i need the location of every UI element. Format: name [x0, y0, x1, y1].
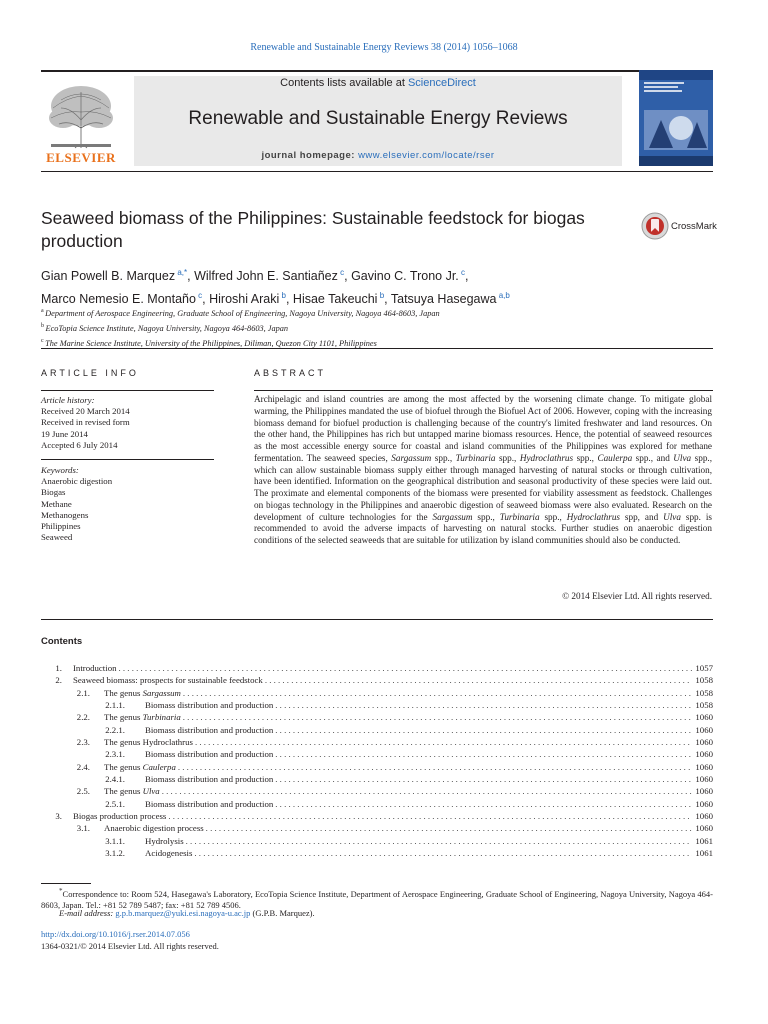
toc-leader-dots — [275, 699, 692, 711]
keyword-item: Biogas — [41, 487, 66, 498]
author-list: Gian Powell B. Marquez $^{a,*}$, Wilfred John E. Santiañez $^c$, Gavino C. Trono Jr. $^c$, Marco Nemesio E. Montaño $^c$, Hiroshi Araki $^b$, Hisae Takeuchi $^b$, Tatsuya Hasegawa $^{a,b}$ — [41, 268, 510, 307]
author-affiliation-mark[interactable]: c — [337, 268, 345, 277]
keyword-item: Seaweed — [41, 532, 73, 543]
article-history — [41, 395, 216, 451]
toc-title[interactable]: Anaerobic digestion process — [104, 823, 204, 834]
toc-title[interactable]: Biogas production process — [73, 811, 167, 822]
author-affiliation-mark[interactable]: c — [195, 291, 203, 301]
toc-entry[interactable] — [41, 736, 713, 748]
footnote-rule — [41, 883, 91, 884]
doi-link[interactable]: http://dx.doi.org/10.1016/j.rser.2014.07.056 — [41, 929, 190, 939]
email-suffix: (G.P.B. Marquez). — [250, 908, 315, 918]
contents-heading: Contents — [41, 636, 83, 647]
toc-page-number[interactable]: 1058 — [695, 687, 713, 698]
author-affiliation-mark[interactable]: b — [377, 291, 385, 301]
journal-cover-image[interactable] — [639, 70, 713, 166]
history-label: Article history: — [41, 395, 95, 405]
keyword-item: Anaerobic digestion — [41, 476, 113, 487]
section-rule — [41, 348, 713, 349]
article-title: Seaweed biomass of the Philippines: Sustainable feedstock for biogas production — [41, 208, 585, 251]
toc-title[interactable]: Biomass distribution and production — [145, 749, 274, 760]
toc-page-number[interactable]: 1057 — [695, 663, 713, 673]
toc-page-number[interactable]: 1060 — [695, 749, 713, 760]
toc-leader-dots — [168, 810, 692, 822]
homepage-url-link[interactable]: www.elsevier.com/locate/rser — [358, 150, 495, 161]
homepage-label: journal homepage: — [261, 150, 359, 161]
toc-title[interactable]: Biomass distribution and production — [145, 700, 274, 711]
journal-homepage-line — [134, 150, 622, 161]
abstract-text: Archipelagic and island countries are among the most affected by the worsening climate change. To mitigate global warming, the Philippines mandated the use of biofuel through the Biofuel Act of 2006. However, coping with the increasing biomass demand for biofuel production is challenging because of the country's limited freshwater and land resources. On the other hand, the Philippines has rich but untapped marine biomass resources. Hence, the potential of seaweed resources as the most accessible energy source for coastal and island communities of the Philippines was explored for methane fermentation. The seaweed species, Sargassum spp., Turbinaria spp., Hydroclathrus spp., Caulerpa spp., and Ulva spp., which can allow sustainable biomass supply either through managed harvesting of natural stocks or through cultivation, have been identified. Information on the geographical distribution and seasonal productivity of these species were laid out. The proximate and elemental components of the biomass were presented for viability assessment as feedstock. Challenges on biogas technology in the Philippines and anaerobic digestion of seaweed biomass were also evaluated. Research on the development of culture technologies for the Sargassum spp., Turbinaria spp., Hydroclathrus spp, and Ulva spp. is recommended to avoid the adverse impacts of harvesting on natural stocks. Further studies on anaerobic digestion conditions of the selected seaweeds that are suitable for utilization by island communities should also be conducted. — [254, 394, 713, 545]
affiliation-mark: a — [41, 308, 46, 314]
author-name[interactable]: Gavino C. Trono Jr. — [351, 269, 459, 284]
toc-entry[interactable] — [41, 798, 713, 810]
toc-title[interactable]: Biomass distribution and production — [145, 724, 274, 735]
toc-page-number[interactable]: 1060 — [695, 774, 713, 785]
toc-title[interactable]: Acidogenesis — [145, 848, 193, 859]
article-info-heading: ARTICLE INFO — [41, 368, 139, 378]
toc-page-number[interactable]: 1058 — [695, 700, 713, 711]
keywords-label: Keywords: — [41, 465, 79, 475]
affiliation-text: Department of Aerospace Engineering, Graduate School of Engineering, Nagoya University, Nagoya 464-8603, Japan — [45, 308, 440, 318]
toc-leader-dots — [275, 748, 692, 760]
toc-page-number[interactable]: 1060 — [695, 712, 713, 723]
toc-page-number[interactable]: 1060 — [695, 786, 713, 797]
toc-number: 2.2. — [76, 712, 90, 723]
author-name[interactable]: Marco Nemesio E. Montaño — [41, 292, 196, 307]
keywords-rule — [41, 459, 214, 460]
toc-title[interactable]: Hydrolysis — [145, 835, 184, 846]
toc-title[interactable]: The genus Caulerpa — [104, 761, 176, 772]
toc-title[interactable]: The genus Ulva — [104, 786, 160, 797]
keywords-list — [41, 476, 216, 543]
affiliation-text: The Marine Science Institute, University of the Philippines, Diliman, Quezon City 1101, Philippines — [45, 338, 377, 348]
toc-number: 2.3.1. — [105, 749, 125, 760]
keyword-item: Methanogens — [41, 509, 89, 520]
email-line — [59, 908, 315, 918]
contents-lists-line — [134, 77, 622, 89]
toc-leader-dots — [178, 761, 693, 773]
history-list — [41, 406, 216, 451]
toc-title[interactable]: Biomass distribution and production — [145, 798, 274, 809]
toc-number: 1. — [55, 663, 62, 673]
table-of-contents — [41, 662, 713, 860]
toc-page-number[interactable]: 1060 — [695, 798, 713, 809]
footnote-text: Correspondence to: Room 524, Hasegawa's Laboratory, EcoTopia Science Institute, Department of Aerospace Engineering, Graduate School of Engineering, Nagoya University, Nagoya 464-8603, Japan. Tel.: +81 52 789 5487; fax: +81 52 789 4506. — [41, 888, 713, 910]
affiliation-mark: c — [41, 337, 46, 344]
toc-entry[interactable] — [41, 847, 713, 859]
toc-number: 2. — [55, 675, 62, 686]
toc-number: 2.4.1. — [105, 774, 125, 785]
toc-leader-dots — [183, 687, 693, 699]
author-affiliation-mark[interactable]: b — [279, 291, 286, 301]
toc-title[interactable]: The genus Hydroclathrus — [104, 737, 193, 748]
crossmark-label[interactable]: CrossMark — [671, 221, 717, 232]
history-item: Received in revised form — [41, 417, 130, 428]
sciencedirect-link[interactable]: ScienceDirect — [407, 77, 476, 89]
toc-number: 3.1.1. — [105, 835, 125, 846]
author-name[interactable]: Tatsuya Hasegawa — [390, 292, 497, 307]
email-label: E-mail address: — [59, 908, 116, 918]
toc-page-number[interactable]: 1061 — [695, 848, 713, 859]
toc-entry[interactable] — [41, 662, 713, 674]
toc-title[interactable]: Seaweed biomass: prospects for sustainable feedstock — [73, 675, 263, 686]
journal-reference-link[interactable]: Renewable and Sustainable Energy Reviews 38 (2014) 1056–1068 — [250, 42, 518, 53]
toc-page-number[interactable]: 1060 — [695, 811, 713, 822]
copyright-notice: © 2014 Elsevier Ltd. All rights reserved. — [562, 591, 712, 601]
issn-line: 1364-0321/© 2014 Elsevier Ltd. All rights reserved. — [41, 941, 219, 951]
toc-entry[interactable] — [41, 785, 713, 797]
article-info-rule — [41, 390, 214, 391]
author-name[interactable]: Hisae Takeuchi — [292, 292, 378, 307]
toc-leader-dots — [265, 674, 693, 686]
toc-number: 2.4. — [76, 761, 90, 772]
contents-prefix: Contents lists available at — [280, 77, 408, 89]
toc-leader-dots — [186, 835, 693, 847]
affiliation-text: EcoTopia Science Institute, Nagoya University, Nagoya 464-8603, Japan — [45, 323, 289, 333]
toc-leader-dots — [275, 798, 692, 810]
author-name[interactable]: Wilfred John E. Santiañez — [194, 269, 338, 284]
toc-number: 3. — [55, 811, 62, 822]
toc-number: 2.1.1. — [105, 700, 125, 711]
author-name[interactable]: Gian Powell B. Marquez — [41, 269, 176, 284]
journal-title: Renewable and Sustainable Energy Reviews — [188, 108, 568, 129]
header-top-rule — [41, 70, 713, 72]
abstract-heading: ABSTRACT — [254, 368, 327, 378]
toc-number: 3.1.2. — [105, 848, 125, 859]
affiliation-item — [41, 305, 731, 320]
history-item: Received 20 March 2014 — [41, 406, 130, 417]
keyword-item: Philippines — [41, 521, 81, 532]
toc-entry[interactable] — [41, 724, 713, 736]
author-affiliation-mark[interactable]: c — [458, 268, 465, 277]
toc-leader-dots — [195, 736, 692, 748]
toc-entry[interactable] — [41, 711, 713, 723]
author-affiliation-mark[interactable]: a,b — [496, 291, 510, 301]
history-item: Accepted 6 July 2014 — [41, 439, 118, 450]
toc-number: 2.1. — [76, 687, 90, 698]
crossmark-icon[interactable] — [641, 212, 671, 240]
toc-entry[interactable] — [41, 810, 713, 822]
author-name[interactable]: Hiroshi Araki — [209, 292, 280, 307]
affiliation-mark: b — [41, 322, 46, 329]
toc-title[interactable]: The genus Sargassum — [104, 687, 181, 698]
toc-leader-dots — [119, 662, 693, 674]
footnote-mark: * — [59, 887, 63, 895]
abstract-rule — [254, 390, 713, 391]
affiliations — [41, 305, 731, 349]
toc-page-number[interactable]: 1060 — [695, 823, 713, 834]
toc-entry[interactable] — [41, 674, 713, 686]
toc-entry[interactable] — [41, 761, 713, 773]
toc-leader-dots — [275, 773, 692, 785]
toc-entry[interactable] — [41, 687, 713, 699]
history-item: 19 June 2014 — [41, 428, 88, 439]
keywords — [41, 465, 216, 543]
toc-leader-dots — [162, 785, 693, 797]
toc-title[interactable]: Introduction — [73, 663, 117, 673]
keyword-item: Methane — [41, 498, 72, 509]
toc-leader-dots — [194, 847, 692, 859]
toc-entry[interactable] — [41, 699, 713, 711]
toc-title[interactable]: Biomass distribution and production — [145, 774, 274, 785]
toc-number: 2.3. — [76, 737, 90, 748]
affiliation-item — [41, 320, 731, 335]
toc-page-number[interactable]: 1060 — [695, 724, 713, 735]
toc-leader-dots — [183, 711, 693, 723]
toc-number: 3.1. — [76, 823, 90, 834]
toc-title[interactable]: The genus Turbinaria — [104, 712, 181, 723]
toc-entry[interactable] — [41, 822, 713, 834]
toc-page-number[interactable]: 1060 — [695, 761, 713, 772]
toc-leader-dots — [275, 724, 692, 736]
toc-page-number[interactable]: 1060 — [695, 737, 713, 748]
toc-number: 2.5. — [76, 786, 90, 797]
contents-rule — [41, 619, 713, 620]
email-link[interactable]: g.p.b.marquez@yuki.esi.nagoya-u.ac.jp — [115, 908, 251, 918]
toc-page-number[interactable]: 1058 — [695, 675, 713, 686]
toc-entry[interactable] — [41, 835, 713, 847]
toc-number: 2.2.1. — [105, 724, 125, 735]
header-bottom-rule — [41, 171, 713, 172]
author-affiliation-mark[interactable]: a,* — [175, 268, 188, 277]
toc-leader-dots — [206, 822, 693, 834]
publisher-name: ELSEVIER — [46, 150, 116, 165]
toc-page-number[interactable]: 1061 — [695, 835, 713, 846]
toc-number: 2.5.1. — [105, 798, 125, 809]
toc-entry[interactable] — [41, 748, 713, 760]
toc-entry[interactable] — [41, 773, 713, 785]
